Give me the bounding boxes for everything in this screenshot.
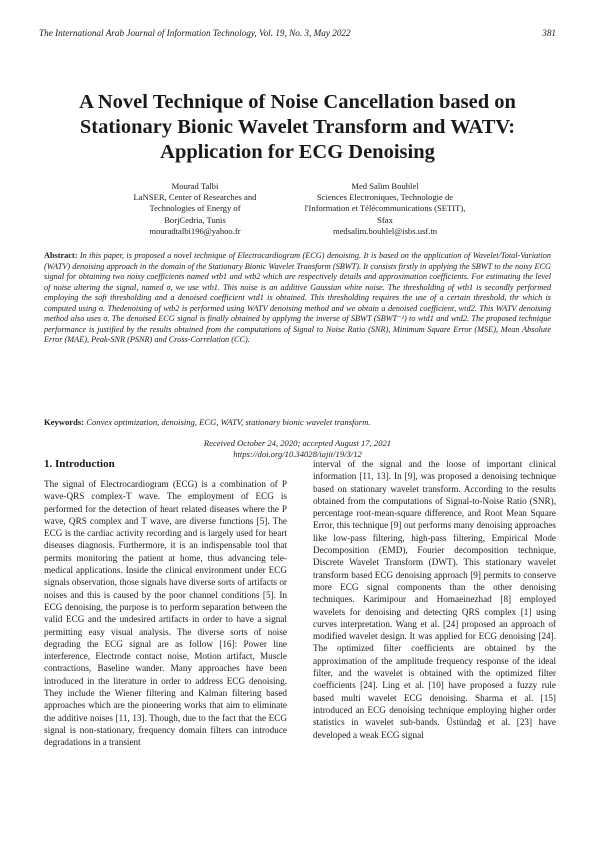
running-head	[39, 28, 556, 38]
keywords	[44, 417, 551, 428]
page-number: 381	[542, 28, 556, 38]
section-heading: 1. Introduction	[44, 458, 115, 470]
doi-link[interactable]: https://doi.org/10.34028/iajit/19/3/12	[233, 449, 362, 459]
author-name: Med Salim Bouhlel	[351, 181, 419, 191]
author-location: BorjCedria, Tunis	[164, 214, 226, 225]
intro-paragraph-right: interval of the signal and the loose of important clinical information [11, 13]. In [9], was proposed a denoising technique based on stationary wavelet transform. According to the results obtained from the computations of Signal-to-Noise Ratio (SNR), percentage root-mean-square difference, and Root Mean Square Error, this technique [9] out performs many denoising approaches like low-pass filtering, high-pass filtering, Empirical Mode Decomposition (EMD), Fourier decomposition technique, Discrete Wavelet Transform (DWT). This stationary wavelet transform based ECG denoising approach [9] permits to conserve more ECG signal components than the other denoising techniques. Karimipour and Homaeinezhad [8] employed wavelets for denoising and detecting QRS complex [1] using curves interpretation. Wang et al. [24] proposed an approach of modified wavelet design. It was applied for ECG denoising [24]. The optimized filter coefficients are obtained by the approximation of the amplitude frequency response of the ideal filter, and the wavelet is obtained with the optimized filter coefficients [24]. Ling et al. [10] have proposed a fuzzy rule based multi wavelet ECG denoising. Sharma et al. [15] introduced an ECG denoising technique employing higher order statistics in wavelet sub-bands. Üstündağ et al. [23] have developed a weak ECG signal	[313, 459, 556, 740]
received-dates: Received October 24, 2020; accepted August 17, 2021	[203, 438, 392, 448]
author-1	[80, 181, 310, 237]
title-line: A Novel Technique of Noise Cancellation based on	[79, 91, 516, 113]
author-email[interactable]: mouradtalbi196@yahoo.fr	[149, 225, 241, 236]
author-email[interactable]: medsalim.bouhlel@isbs.usf.tn	[332, 225, 438, 236]
author-affiliation: Sciences Electroniques, Technologie de	[316, 192, 454, 203]
author-block	[0, 181, 595, 241]
author-affiliation: LaNSER, Center of Researches and	[133, 192, 257, 203]
author-2	[285, 181, 485, 237]
title-line: Application for ECG Denoising	[160, 141, 435, 163]
keywords-label: Keywords:	[44, 417, 87, 427]
author-affiliation: l'Information et Télécommunications (SETIT),	[304, 203, 466, 214]
keywords-text: Convex optimization, denoising, ECG, WATV, stationary bionic wavelet transform.	[86, 417, 371, 427]
author-location: Sfax	[377, 214, 393, 225]
abstract	[44, 251, 551, 346]
paper-title	[30, 90, 565, 165]
abstract-text: In this paper, is proposed a novel technique of Electrocardiogram (ECG) denoising. It is based on the application of Wavelet/Total-Variation (WATV) denoising approach in the domain of the Stationary Bionic Wavelet Transform (SBWT). It consists firstly in applying the SBWT to the noisy ECG signal for obtaining two noisy coefficients named wtb1 and wtb2 which are respectively details and approximation coefficients. For estimating the level of noise altering the signal, named σ, we use wtb1. This noise is an additive Gaussian white noise. The thresholding of wtb1 is secondly performed employing the soft thresholding and a denoised coefficient wtd1 is obtained. This thresholding requires the use of a certain threshold, thr which is computed using σ. Thedenoising of wtb2 is performed using WATV denoising method and we obtain a denoised coefficient, wtd2. This WATV denoising method also uses σ. The denoised ECG signal is finally obtained by applying the inverse of SBWT (SBWT⁻¹) to wtd1 and wtd2. The proposed technique performance is justified by the results obtained from the computations of Signal to Noise Ratio (SNR), Minimum Square Error (MSE), Mean Absolute Error (MAE), Peak-SNR (PSNR) and Cross-Correlation (CC).	[44, 251, 551, 345]
intro-paragraph-left: The signal of Electrocardiogram (ECG) is a combination of P wave-QRS complex-T wave. The employment of ECG is performed for the detection of heart related diseases where the P wave, QRS complex and T wave, are diverse functions [5]. The ECG is the cardiac activity recording and is largely used for heart diseases diagnosis. Furthermore, it is an indispensable tool that permits monitoring the patient at home, thus advancing tele-medical applications. Inside the clinical environment under ECG signals observation, those signals have diverse sorts of artifacts or noises and this is caused by the poor channel conditions [5]. In ECG denoising, the purpose is to perform separation between the valid ECG and the undesired artifacts in order to have a signal permitting easy visual analysis. The diverse sorts of noise degrading the ECG signal are as follow [16]: Power line interference, Electrode contact noise, Motion artifact, Muscle contractions, Baseline wander. Many approaches have been introduced in the literature in order to address ECG denoising. They include the Wiener filtering and Kalman filtering based approaches which are the pioneering works that aim to eliminate the additive noises [11, 13]. Though, due to the fact that the ECG signal is non-stationary, frequency domain filters can introduce degradations in a transient	[44, 479, 287, 748]
journal-citation: The International Arab Journal of Information Technology, Vol. 19, No. 3, May 2022	[39, 28, 351, 38]
left-column	[44, 458, 287, 749]
right-column	[313, 458, 556, 741]
received-info	[0, 438, 595, 460]
title-line: Stationary Bionic Wavelet Transform and WATV:	[79, 116, 516, 138]
author-affiliation: Technologies of Energy of	[149, 203, 241, 214]
author-name: Mourad Talbi	[171, 181, 219, 191]
abstract-label: Abstract:	[44, 251, 80, 260]
